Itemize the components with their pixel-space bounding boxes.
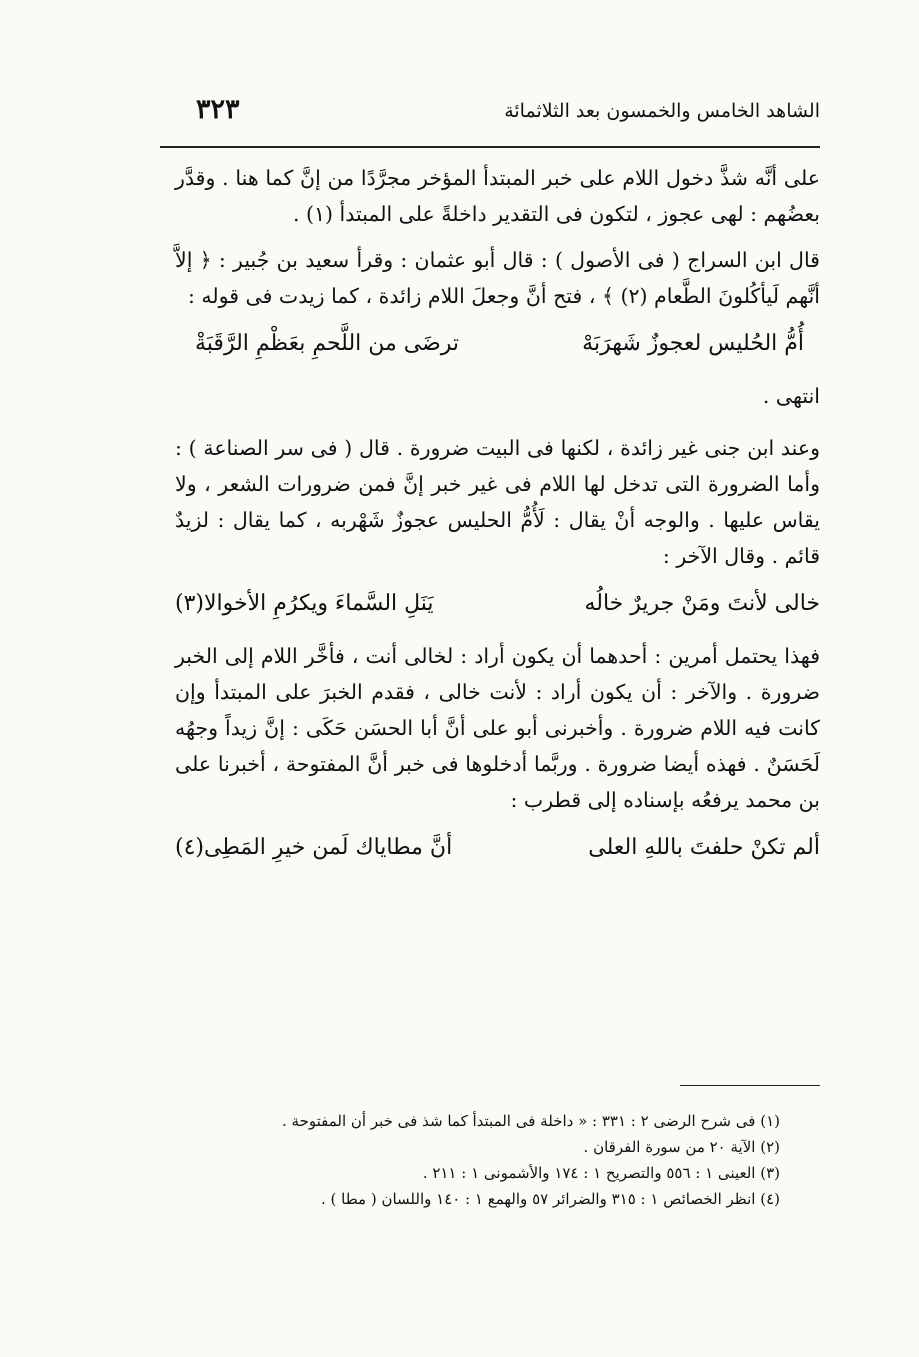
paragraph-3: انتهى . bbox=[762, 384, 820, 408]
verse-3-second-hemistich: أنَّ مطاياك لَمن خيرِ المَطِى(٤) bbox=[175, 835, 453, 860]
verse-3 bbox=[175, 828, 820, 868]
header-rule bbox=[160, 146, 820, 148]
verse-2-second-hemistich: يَنَلِ السَّماءَ ويكرُمِ الأخوالا(٣) bbox=[175, 591, 434, 616]
footnote-1: (١) فى شرح الرضى ٢ : ٣٣١ : « داخلة فى المبتدأ كما شذ فى خبر أن المفتوحة . bbox=[281, 1112, 780, 1130]
footnote-4: (٤) انظر الخصائص ١ : ٣١٥ والضرائر ٥٧ والهمع ١ : ١٤٠ واللسان ( مطا ) . bbox=[321, 1190, 780, 1208]
verse-1-second-hemistich: ترضَى من اللَّحمِ بعَظْمِ الرَّقَبَةْ bbox=[195, 331, 460, 356]
main-text bbox=[175, 160, 820, 882]
page-header bbox=[168, 92, 820, 132]
page-number: ٣٢٣ bbox=[196, 94, 240, 125]
footnote-2: (٢) الآية ٢٠ من سورة الفرقان . bbox=[583, 1138, 780, 1156]
footnote-rule bbox=[680, 1085, 820, 1086]
verse-3-first-hemistich: ألم تكنْ حلفتَ باللهِ العلى bbox=[588, 835, 820, 860]
verse-2-first-hemistich: خالى لأنتَ ومَنْ جريرٌ خالُه bbox=[584, 591, 820, 616]
footnote-3: (٣) العينى ١ : ٥٥٦ والتصريح ١ : ١٧٤ والأشمونى ١ : ٢١١ . bbox=[422, 1164, 780, 1182]
verse-1 bbox=[175, 324, 820, 364]
paragraph-1: على أنَّه شذَّ دخول اللام على خبر المبتدأ المؤخر مجرَّدًا من إنَّ كما هنا . وقدَّر بعضُهم : لهى عجوز ، لتكون فى التقدير داخلةً على المبتدأ (١) . bbox=[175, 166, 820, 226]
paragraph-4: وعند ابن جنى غير زائدة ، لكنها فى البيت ضرورة . قال ( فى سر الصناعة ) : وأما الضرورة التى تدخل لها اللام فى غير خبر إنَّ فمن ضرورات الشعر ، ولا يقاس عليها . والوجه أنْ يقال : لَأُمُّ الحليس عجوزٌ شَهْربه ، كما يقال : لزيدٌ قائم . وقال الآخر : bbox=[175, 436, 820, 568]
paragraph-2: قال ابن السراج ( فى الأصول ) : قال أبو عثمان : وقرأ سعيد بن جُبير : ﴿ إلاَّ أنَّهم لَيأكُلونَ الطَّعام (٢) ﴾ ، فتح أنَّ وجعلَ اللام زائدة ، كما زيدت فى قوله : bbox=[175, 248, 820, 308]
verse-2 bbox=[175, 584, 820, 624]
verse-1-first-hemistich: أُمُّ الحُليس لعجوزٌ شَهرَبَهْ bbox=[582, 331, 804, 356]
footnotes bbox=[180, 1108, 780, 1212]
running-title: الشاهد الخامس والخمسون بعد الثلاثمائة bbox=[504, 100, 820, 122]
paragraph-5: فهذا يحتمل أمرين : أحدهما أن يكون أراد : لخالى أنت ، فأخَّر اللام إلى الخبر ضرورة . والآخر : أن يكون أراد : لأنت خالى ، فقدم الخبرَ على المبتدأ وإن كانت فيه اللام ضرورة . وأخبرنى أبو على أنَّ أبا الحسَن حَكَى : إنَّ زيداً وجهُه لَحَسَنٌ . فهذه أيضا ضرورة . وربَّما أدخلوها فى خبر أنَّ المفتوحة ، أخبرنا على بن محمد يرفعُه بإسناده إلى قطرب : bbox=[175, 644, 820, 812]
